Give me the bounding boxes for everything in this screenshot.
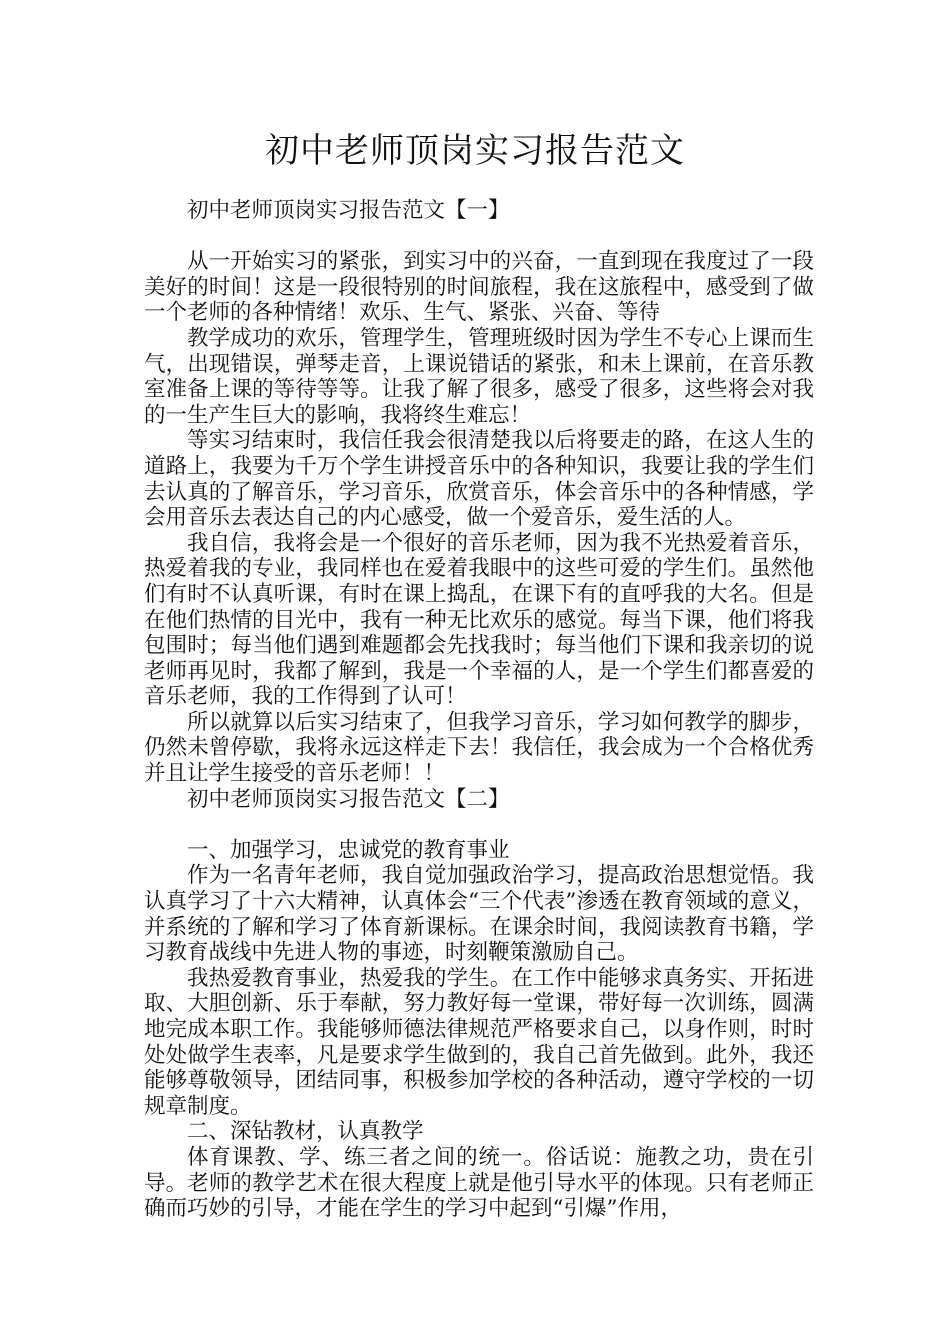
blank-line — [144, 224, 814, 250]
section-heading-two: 初中老师顶岗实习报告范文【二】 — [187, 786, 510, 812]
paragraph: 作为一名青年老师，我自觉加强政治学习，提高政治思想觉悟。我认真学习了十六大精神，认真体会“三个代表”渗透在教育领域的意义，并系统的了解和学习了体育新课标。在课余时间，我阅读教育书籍，学习教育战线中先进人物的事迹，时刻鞭策激励自己。 — [144, 863, 814, 966]
paragraph: 我热爱教育事业，热爱我的学生。在工作中能够求真务实、开拓进取、大胆创新、乐于奉献，努力教好每一堂课，带好每一次训练，圆满地完成本职工作。我能够师德法律规范严格要求自己，以身作则，时时处处做学生表率，凡是要求学生做到的，我自己首先做到。此外，我还能够尊敬领导，团结同事，积极参加学校的各种活动，遵守学校的一切规章制度。 — [144, 965, 814, 1119]
paragraph: 教学成功的欢乐，管理学生，管理班级时因为学生不专心上课而生气，出现错误，弹琴走音，上课说错话的紧张，和未上课前，在音乐教室准备上课的等待等等。让我了解了很多，感受了很多，这些将会对我的一生产生巨大的影响，我将终生难忘！ — [144, 325, 814, 428]
document-body — [144, 198, 814, 1222]
paragraph: 等实习结束时，我信任我会很清楚我以后将要走的路，在这人生的道路上，我要为千万个学生讲授音乐中的各种知识，我要让我的学生们去认真的了解音乐，学习音乐，欣赏音乐，体会音乐中的各种情感，学会用音乐去表达自己的内心感受，做一个爱音乐，爱生活的人。 — [144, 428, 814, 531]
blank-line — [144, 812, 814, 838]
paragraph: 所以就算以后实习结束了，但我学习音乐，学习如何教学的脚步，仍然未曾停歇，我将永远这样走下去！我信任，我会成为一个合格优秀并且让学生接受的音乐老师！！ — [144, 709, 814, 787]
paragraph: 从一开始实习的紧张，到实习中的兴奋，一直到现在我度过了一段美好的时间！这是一段很特别的时间旅程，我在这旅程中，感受到了做一个老师的各种情绪！欢乐、生气、紧张、兴奋、等待 — [144, 249, 814, 326]
subheading: 二、深钻教材，认真教学 — [187, 1119, 424, 1145]
paragraph: 体育课教、学、练三者之间的统一。俗话说：施教之功，贵在引导。老师的教学艺术在很大程度上就是他引导水平的体现。只有老师正确而巧妙的引导，才能在学生的学习中起到“引爆”作用， — [144, 1144, 814, 1222]
document-title: 初中老师顶岗实习报告范文 — [265, 131, 685, 171]
paragraph: 我自信，我将会是一个很好的音乐老师，因为我不光热爱着音乐，热爱着我的专业，我同样也在爱着我眼中的这些可爱的学生们。虽然他们有时不认真听课，有时在课上捣乱，在课下有的直呼我的大名。但是在他们热情的目光中，我有一种无比欢乐的感觉。每当下课，他们将我包围时；每当他们遇到难题都会先找我时；每当他们下课和我亲切的说老师再见时，我都了解到，我是一个幸福的人，是一个学生们都喜爱的音乐老师，我的工作得到了认可！ — [144, 530, 814, 710]
subheading: 一、加强学习，忠诚党的教育事业 — [187, 837, 510, 863]
section-heading-one: 初中老师顶岗实习报告范文【一】 — [187, 198, 510, 223]
